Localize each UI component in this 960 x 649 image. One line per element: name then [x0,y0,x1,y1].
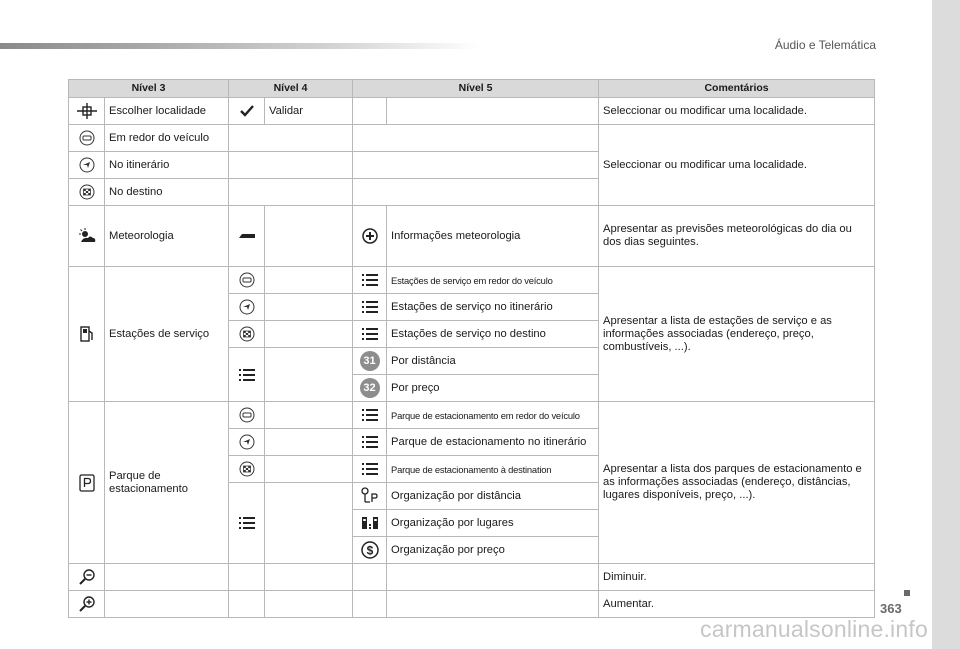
row-label: Parque de estacionamento [105,402,229,564]
dollar-circle-icon [353,537,387,564]
row-comment: Seleccionar ou modificar uma localidade. [599,125,875,206]
svg-text:$: $ [366,543,373,558]
header-comentarios: Comentários [599,80,875,98]
row-label: Organização por preço [387,537,599,564]
row-label: Organização por lugares [387,510,599,537]
table-row [69,591,875,618]
list-icon [229,348,265,402]
row-label: Em redor do veículo [105,125,229,152]
page-number: 363 [880,601,902,616]
row-label: Estações de serviço [105,267,229,402]
row-label: No destino [105,179,229,206]
zoom-in-icon [69,591,105,618]
table-row [69,206,875,267]
row-label: Estações de serviço no itinerário [387,294,599,321]
header-nivel-3: Nível 3 [69,80,229,98]
list-icon [353,267,387,294]
row-comment: Diminuir. [599,564,875,591]
weather-list-icon [229,206,265,267]
list-icon [353,321,387,348]
list-icon [353,402,387,429]
side-tab-bar [932,0,960,649]
row-label: Parque de estacionamento à destination [387,456,599,483]
list-icon [353,294,387,321]
parking-icon [69,402,105,564]
around-vehicle-icon [69,125,105,152]
section-title: Áudio e Telemática [774,38,876,52]
destination-flag-icon [69,179,105,206]
zoom-out-icon [69,564,105,591]
route-arrow-icon [69,152,105,179]
list-icon [353,456,387,483]
row-comment: Apresentar a lista dos parques de estacionamento e as informações associadas (endereço, distâncias, lugares disponíveis, preço, ...). [599,402,875,564]
badge-31: 31 [353,348,387,375]
row-label: Por distância [387,348,599,375]
route-arrow-icon [229,294,265,321]
map-pin-icon [69,98,105,125]
around-vehicle-icon [229,267,265,294]
distance-parking-icon [353,483,387,510]
page-marker [904,590,910,596]
badge-32: 32 [353,375,387,402]
plus-circle-icon [353,206,387,267]
list-icon [229,483,265,564]
destination-flag-icon [229,456,265,483]
header-rule [0,43,480,49]
table-row [69,402,875,429]
checkmark-icon [229,98,265,125]
row-comment: Aumentar. [599,591,875,618]
table-row [69,125,875,152]
row-label: Parque de estacionamento no itinerário [387,429,599,456]
parking-spaces-icon [353,510,387,537]
weather-icon [69,206,105,267]
header-nivel-5: Nível 5 [353,80,599,98]
header-nivel-4: Nível 4 [229,80,353,98]
row-label: Escolher localidade [105,98,229,125]
row-label: Informações meteorologia [387,206,599,267]
row-label: Validar [265,98,353,125]
row-label: Por preço [387,375,599,402]
row-comment: Apresentar as previsões meteorológicas do dia ou dos dias seguintes. [599,206,875,267]
table-row [69,98,875,125]
row-label: Meteorologia [105,206,229,267]
row-label: Organização por distância [387,483,599,510]
row-label: Parque de estacionamento em redor do veículo [387,402,599,429]
row-comment: Apresentar a lista de estações de serviço e as informações associadas (endereço, preço, combustíveis, ...). [599,267,875,402]
row-label: Estações de serviço em redor do veículo [387,267,599,294]
row-label: Estações de serviço no destino [387,321,599,348]
menu-table [68,79,875,618]
fuel-pump-icon [69,267,105,402]
table-header-row [69,80,875,98]
around-vehicle-icon [229,402,265,429]
table-row [69,564,875,591]
row-label: No itinerário [105,152,229,179]
route-arrow-icon [229,429,265,456]
row-comment: Seleccionar ou modificar uma localidade. [599,98,875,125]
table-row [69,267,875,294]
destination-flag-icon [229,321,265,348]
watermark: carmanualsonline.info [700,616,928,642]
list-icon [353,429,387,456]
